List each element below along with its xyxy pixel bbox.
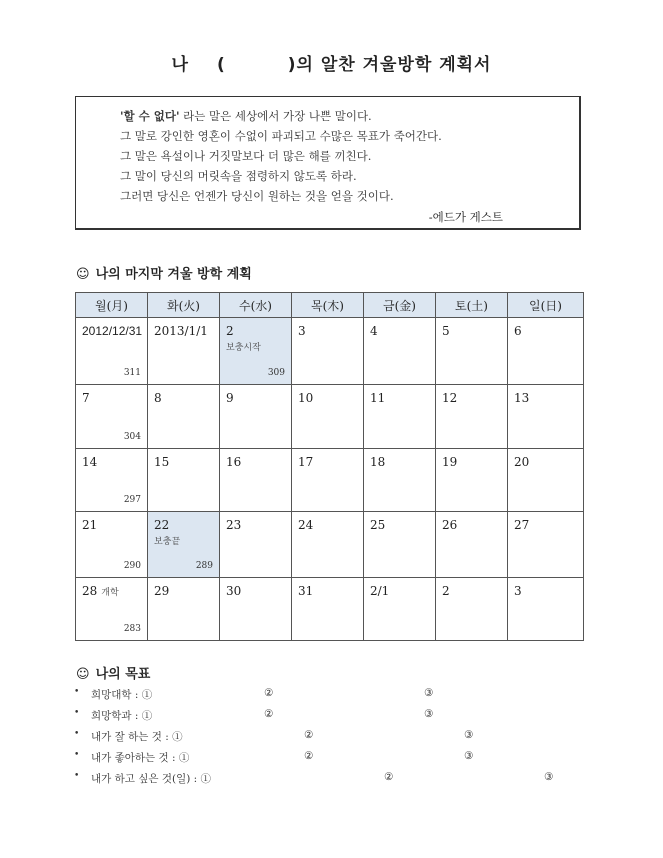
- day-date: 11: [370, 391, 386, 405]
- day-date: 17: [298, 455, 314, 469]
- calendar-day-cell[interactable]: [76, 318, 148, 385]
- day-date: 20: [514, 455, 530, 469]
- title-suffix: )의 알찬 겨울방학 계획서: [287, 55, 492, 75]
- day-date: 8: [154, 391, 162, 405]
- calendar-day-cell[interactable]: [364, 449, 436, 512]
- weekday-header: 월(月): [76, 293, 148, 318]
- day-date: 2/1: [370, 584, 390, 598]
- calendar-day-cell[interactable]: [364, 385, 436, 449]
- calendar-day-cell[interactable]: [436, 512, 508, 578]
- page-title: [0, 50, 663, 75]
- quote-line: '할 수 없다' 라는 말은 세상에서 가장 나쁜 말이다.: [120, 109, 372, 123]
- day-date: 22: [154, 518, 170, 532]
- day-date: 4: [370, 324, 378, 338]
- goal-label: 내가 하고 싶은 것(일) : ①: [91, 773, 212, 785]
- goal-label: 희망학과 : ①: [91, 710, 153, 722]
- goal-option-marker: ②: [264, 687, 274, 699]
- calendar-day-cell[interactable]: [148, 578, 220, 641]
- smiley-icon: ☺: [76, 667, 90, 682]
- day-date: 28 개학: [82, 584, 119, 598]
- calendar-day-cell[interactable]: [220, 318, 292, 385]
- bullet-icon: •: [74, 771, 80, 781]
- day-countdown: 297: [123, 495, 141, 505]
- day-date: 24: [298, 518, 314, 532]
- calendar-day-cell[interactable]: [76, 385, 148, 449]
- goal-label: 내가 잘 하는 것 : ①: [91, 731, 183, 743]
- title-prefix: 나: [171, 55, 189, 75]
- calendar-week-row: [76, 512, 584, 578]
- day-date: 3: [514, 584, 522, 598]
- quote-box: [75, 96, 581, 230]
- calendar-day-cell[interactable]: [364, 578, 436, 641]
- calendar-day-cell[interactable]: [364, 512, 436, 578]
- calendar-day-cell[interactable]: [508, 512, 584, 578]
- day-date: 12: [442, 391, 458, 405]
- day-date: 2: [226, 324, 234, 338]
- day-date: 30: [226, 584, 242, 598]
- day-date: 13: [514, 391, 530, 405]
- day-date: 7: [82, 391, 90, 405]
- day-note: 보충끝: [154, 537, 181, 547]
- calendar-day-cell[interactable]: [76, 449, 148, 512]
- calendar-day-cell[interactable]: [76, 578, 148, 641]
- day-date: 27: [514, 518, 530, 532]
- day-countdown: 304: [123, 432, 141, 442]
- day-date: 21: [82, 518, 98, 532]
- day-date: 16: [226, 455, 242, 469]
- day-countdown: 309: [267, 368, 285, 378]
- weekday-header: 금(金): [364, 293, 436, 318]
- day-date: 15: [154, 455, 170, 469]
- goal-option-marker: ③: [424, 687, 434, 699]
- calendar-day-cell[interactable]: [292, 385, 364, 449]
- calendar-day-cell[interactable]: [436, 449, 508, 512]
- day-date: 2013/1/1: [154, 324, 208, 338]
- day-note: 개학: [101, 588, 119, 598]
- weekday-header: 수(水): [220, 293, 292, 318]
- calendar-day-cell[interactable]: [436, 385, 508, 449]
- bullet-icon: •: [74, 708, 80, 718]
- day-countdown: 283: [123, 624, 141, 634]
- goal-option-marker: ③: [544, 771, 554, 783]
- day-countdown: 290: [123, 561, 141, 571]
- day-date: 18: [370, 455, 386, 469]
- goal-option-marker: ②: [304, 729, 314, 741]
- day-date: 23: [226, 518, 242, 532]
- day-date: 6: [514, 324, 522, 338]
- day-date: 29: [154, 584, 170, 598]
- goal-option-marker: ②: [264, 708, 274, 720]
- day-countdown: 311: [123, 368, 141, 378]
- day-date: 2: [442, 584, 450, 598]
- day-date: 9: [226, 391, 234, 405]
- weekday-header: 일(日): [508, 293, 584, 318]
- goal-option-marker: ③: [464, 750, 474, 762]
- bullet-icon: •: [74, 687, 80, 697]
- calendar-day-cell[interactable]: [508, 385, 584, 449]
- calendar-day-cell[interactable]: [220, 449, 292, 512]
- goal-option-marker: ②: [384, 771, 394, 783]
- calendar-day-cell[interactable]: [292, 449, 364, 512]
- weekday-header: 화(火): [148, 293, 220, 318]
- calendar-day-cell[interactable]: [508, 578, 584, 641]
- day-date: 2012/12/31: [82, 324, 143, 338]
- weekday-header: 토(土): [436, 293, 508, 318]
- calendar-day-cell[interactable]: [148, 318, 220, 385]
- quote-line: 그 말은 욕설이나 거짓말보다 더 많은 해를 끼친다.: [120, 149, 372, 163]
- calendar-week-row: [76, 578, 584, 641]
- calendar-day-cell[interactable]: [148, 449, 220, 512]
- bullet-icon: •: [74, 729, 80, 739]
- calendar-day-cell[interactable]: [148, 512, 220, 578]
- title-open-paren: (: [216, 55, 226, 75]
- smiley-icon: ☺: [76, 267, 90, 282]
- day-date: 14: [82, 455, 98, 469]
- quote-line: 그러면 당신은 언젠가 당신이 원하는 것을 얻을 것이다.: [120, 189, 394, 203]
- quote-line: 그 말로 강인한 영혼이 수없이 파괴되고 수많은 목표가 죽어간다.: [120, 129, 442, 143]
- quote-line: 그 말이 당신의 머릿속을 점령하지 않도록 하라.: [120, 169, 357, 183]
- calendar-day-cell[interactable]: [220, 512, 292, 578]
- calendar-day-cell[interactable]: [364, 318, 436, 385]
- calendar-day-cell[interactable]: [292, 318, 364, 385]
- calendar-week-row: [76, 449, 584, 512]
- calendar-day-cell[interactable]: [148, 385, 220, 449]
- goal-option-marker: ③: [424, 708, 434, 720]
- day-date: 3: [298, 324, 306, 338]
- goal-label: 희망대학 : ①: [91, 689, 153, 701]
- goals-heading: ☺ 나의 목표: [76, 667, 151, 682]
- calendar-heading: ☺ 나의 마지막 겨울 방학 계획: [76, 267, 252, 282]
- winter-calendar: [75, 292, 584, 641]
- goal-option-marker: ③: [464, 729, 474, 741]
- calendar-day-cell[interactable]: [220, 385, 292, 449]
- calendar-day-cell[interactable]: [508, 318, 584, 385]
- day-note: 보충시작: [226, 343, 261, 353]
- calendar-day-cell[interactable]: [76, 512, 148, 578]
- calendar-day-cell[interactable]: [508, 449, 584, 512]
- calendar-day-cell[interactable]: [436, 578, 508, 641]
- calendar-day-cell[interactable]: [436, 318, 508, 385]
- day-countdown: 289: [195, 561, 213, 571]
- day-date: 25: [370, 518, 386, 532]
- bullet-icon: •: [74, 750, 80, 760]
- calendar-week-row: [76, 318, 584, 385]
- quote-author: -에드가 게스트: [428, 210, 503, 224]
- calendar-day-cell[interactable]: [292, 578, 364, 641]
- day-date: 31: [298, 584, 314, 598]
- day-date: 10: [298, 391, 314, 405]
- quote-emphasis: '할 수 없다': [120, 109, 180, 123]
- calendar-week-row: [76, 385, 584, 449]
- day-date: 26: [442, 518, 458, 532]
- goal-option-marker: ②: [304, 750, 314, 762]
- weekday-header: 목(木): [292, 293, 364, 318]
- goal-label: 내가 좋아하는 것 : ①: [91, 752, 190, 764]
- calendar-day-cell[interactable]: [292, 512, 364, 578]
- day-date: 19: [442, 455, 458, 469]
- calendar-weekday-row: [76, 293, 584, 318]
- calendar-day-cell[interactable]: [220, 578, 292, 641]
- day-date: 5: [442, 324, 450, 338]
